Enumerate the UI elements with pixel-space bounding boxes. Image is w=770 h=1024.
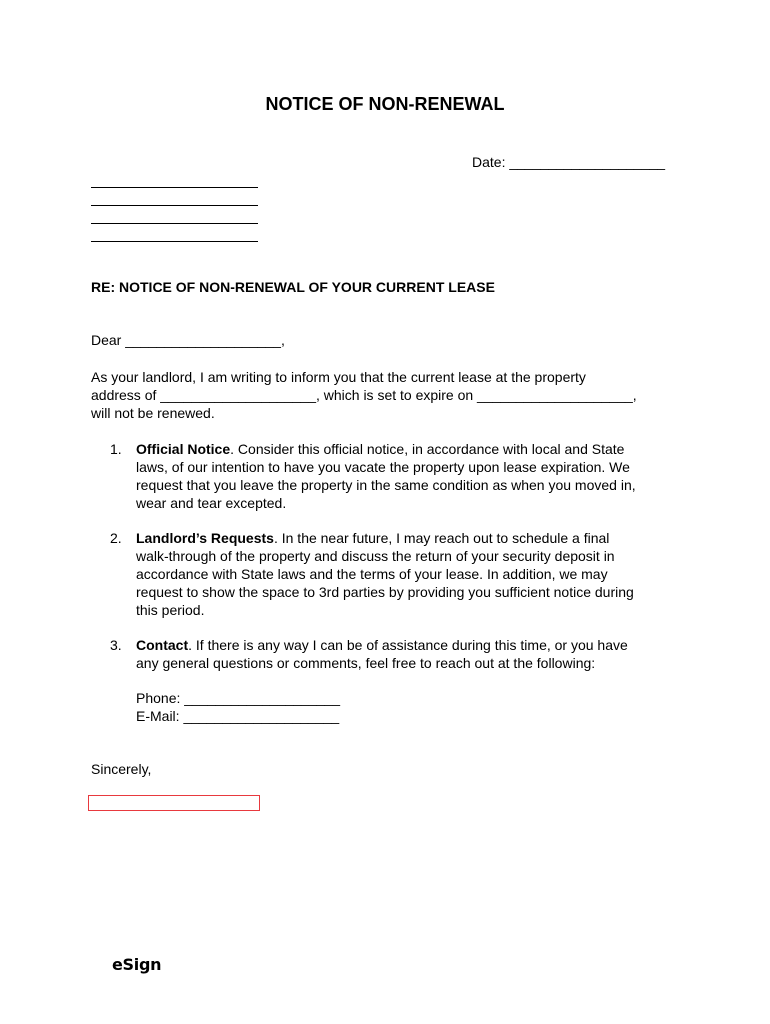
list-number: 1.	[110, 441, 122, 457]
brand-logo: eSign	[112, 955, 162, 974]
recipient-address-line-1[interactable]	[91, 187, 258, 188]
list-text: . In the near future, I may reach out to schedule a final walk-through of the property and discuss the return of your security deposit in accordance with State laws and the terms of your lease. In addition, we may request to show the space to 3rd parties by providing you sufficient notice during this period.	[136, 530, 634, 618]
salutation: Dear ____________________,	[91, 332, 285, 348]
date-field[interactable]: Date: ____________________	[472, 154, 666, 170]
list-text: . Consider this official notice, in accordance with local and State laws, of our intention to have you vacate the property upon lease expiration. We request that you leave the property in the same condition as when you moved in, wear and tear excepted.	[136, 441, 636, 511]
list-number: 2.	[110, 530, 122, 546]
recipient-address-line-2[interactable]	[91, 205, 258, 206]
list-number: 3.	[110, 637, 122, 653]
intro-paragraph: As your landlord, I am writing to inform you that the current lease at the property address of ____________________, which is set to expire on ____________________, will not be renewed.	[91, 369, 637, 421]
closing: Sincerely,	[91, 761, 152, 777]
document-title: NOTICE OF NON-RENEWAL	[265, 94, 505, 114]
signature-field[interactable]	[88, 795, 260, 811]
subject-line: RE: NOTICE OF NON-RENEWAL OF YOUR CURRENT LEASE	[91, 279, 495, 295]
list-text: . If there is any way I can be of assistance during this time, or you have any general questions or comments, feel free to reach out at the following:	[136, 637, 628, 671]
list-heading: Official Notice	[136, 441, 231, 457]
list-heading: Contact	[136, 637, 189, 653]
recipient-address-line-4[interactable]	[91, 241, 258, 242]
email-field[interactable]: E-Mail: ____________________	[136, 708, 340, 724]
recipient-address-line-3[interactable]	[91, 223, 258, 224]
list-heading: Landlord’s Requests	[136, 530, 274, 546]
phone-field[interactable]: Phone: ____________________	[136, 690, 340, 706]
